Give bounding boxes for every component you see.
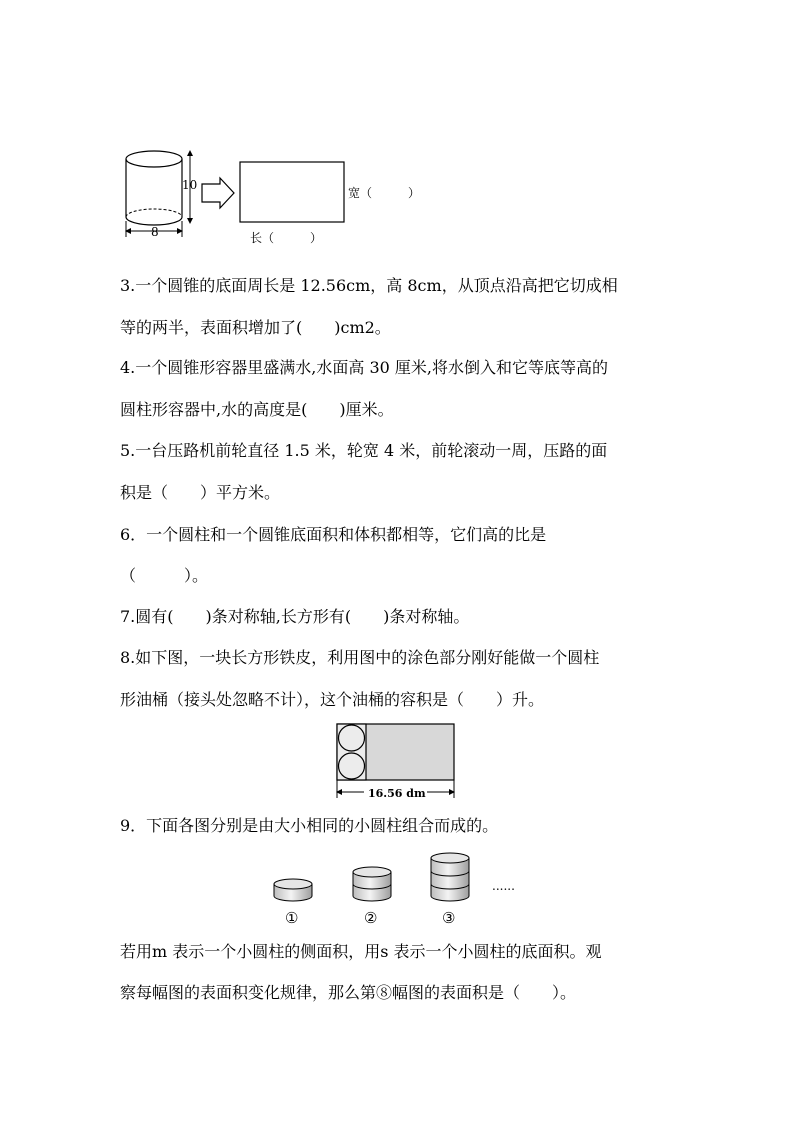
cylinder-stack-1	[274, 879, 312, 901]
cylinder-height-label: 10	[182, 178, 198, 192]
question-4-line-2: 圆柱形容器中,水的高度是( )厘米。	[120, 400, 394, 419]
pattern-ellipsis: ......	[492, 879, 515, 893]
cylinder-stack-label-2: ②	[364, 909, 378, 927]
rect-width-label: 宽（ ）	[348, 186, 421, 200]
question-4-line-1: 4.一个圆锥形容器里盛满水,水面高 30 厘米,将水倒入和它等底等高的	[120, 358, 608, 377]
stacked-cylinders-figure	[266, 848, 536, 928]
question-5-line-2: 积是（ ）平方米。	[120, 483, 281, 502]
question-9-line-3: 察每幅图的表面积变化规律，那么第⑧幅图的表面积是（ ）。	[120, 983, 577, 1002]
question-9-line-2: 若用m 表示一个小圆柱的侧面积，用s 表示一个小圆柱的底面积。观	[120, 942, 602, 961]
cylinder-diameter-label: 8	[151, 225, 159, 239]
cylinder-stack-2	[353, 867, 391, 901]
sheet-length-label: 16.56 dm	[368, 787, 426, 800]
question-3-line-2: 等的两半，表面积增加了( )cm2。	[120, 318, 391, 337]
question-5-line-1: 5.一台压路机前轮直径 1.5 米，轮宽 4 米，前轮滚动一周，压路的面	[120, 441, 608, 460]
cylinder-stack-label-1: ①	[285, 909, 299, 927]
question-8-line-2: 形油桶（接头处忽略不计），这个油桶的容积是（ ）升。	[120, 690, 545, 709]
cylinder-stack-label-3: ③	[442, 909, 456, 927]
question-3-line-1: 3.一个圆锥的底面周长是 12.56cm，高 8cm，从顶点沿高把它切成相	[120, 276, 618, 295]
question-6-line-2: （ ）。	[120, 566, 209, 585]
metal-sheet-figure	[334, 722, 458, 802]
question-6-line-1: 6．一个圆柱和一个圆锥底面积和体积都相等，它们高的比是	[120, 525, 547, 544]
question-8-line-1: 8.如下图，一块长方形铁皮，利用图中的涂色部分刚好能做一个圆柱	[120, 648, 600, 667]
rect-length-label: 长（ ）	[250, 231, 323, 245]
question-7-line-1: 7.圆有( )条对称轴,长方形有( )条对称轴。	[120, 607, 470, 626]
cylinder-stack-3	[431, 853, 469, 901]
question-9-line-1: 9．下面各图分别是由大小相同的小圆柱组合而成的。	[120, 816, 499, 835]
